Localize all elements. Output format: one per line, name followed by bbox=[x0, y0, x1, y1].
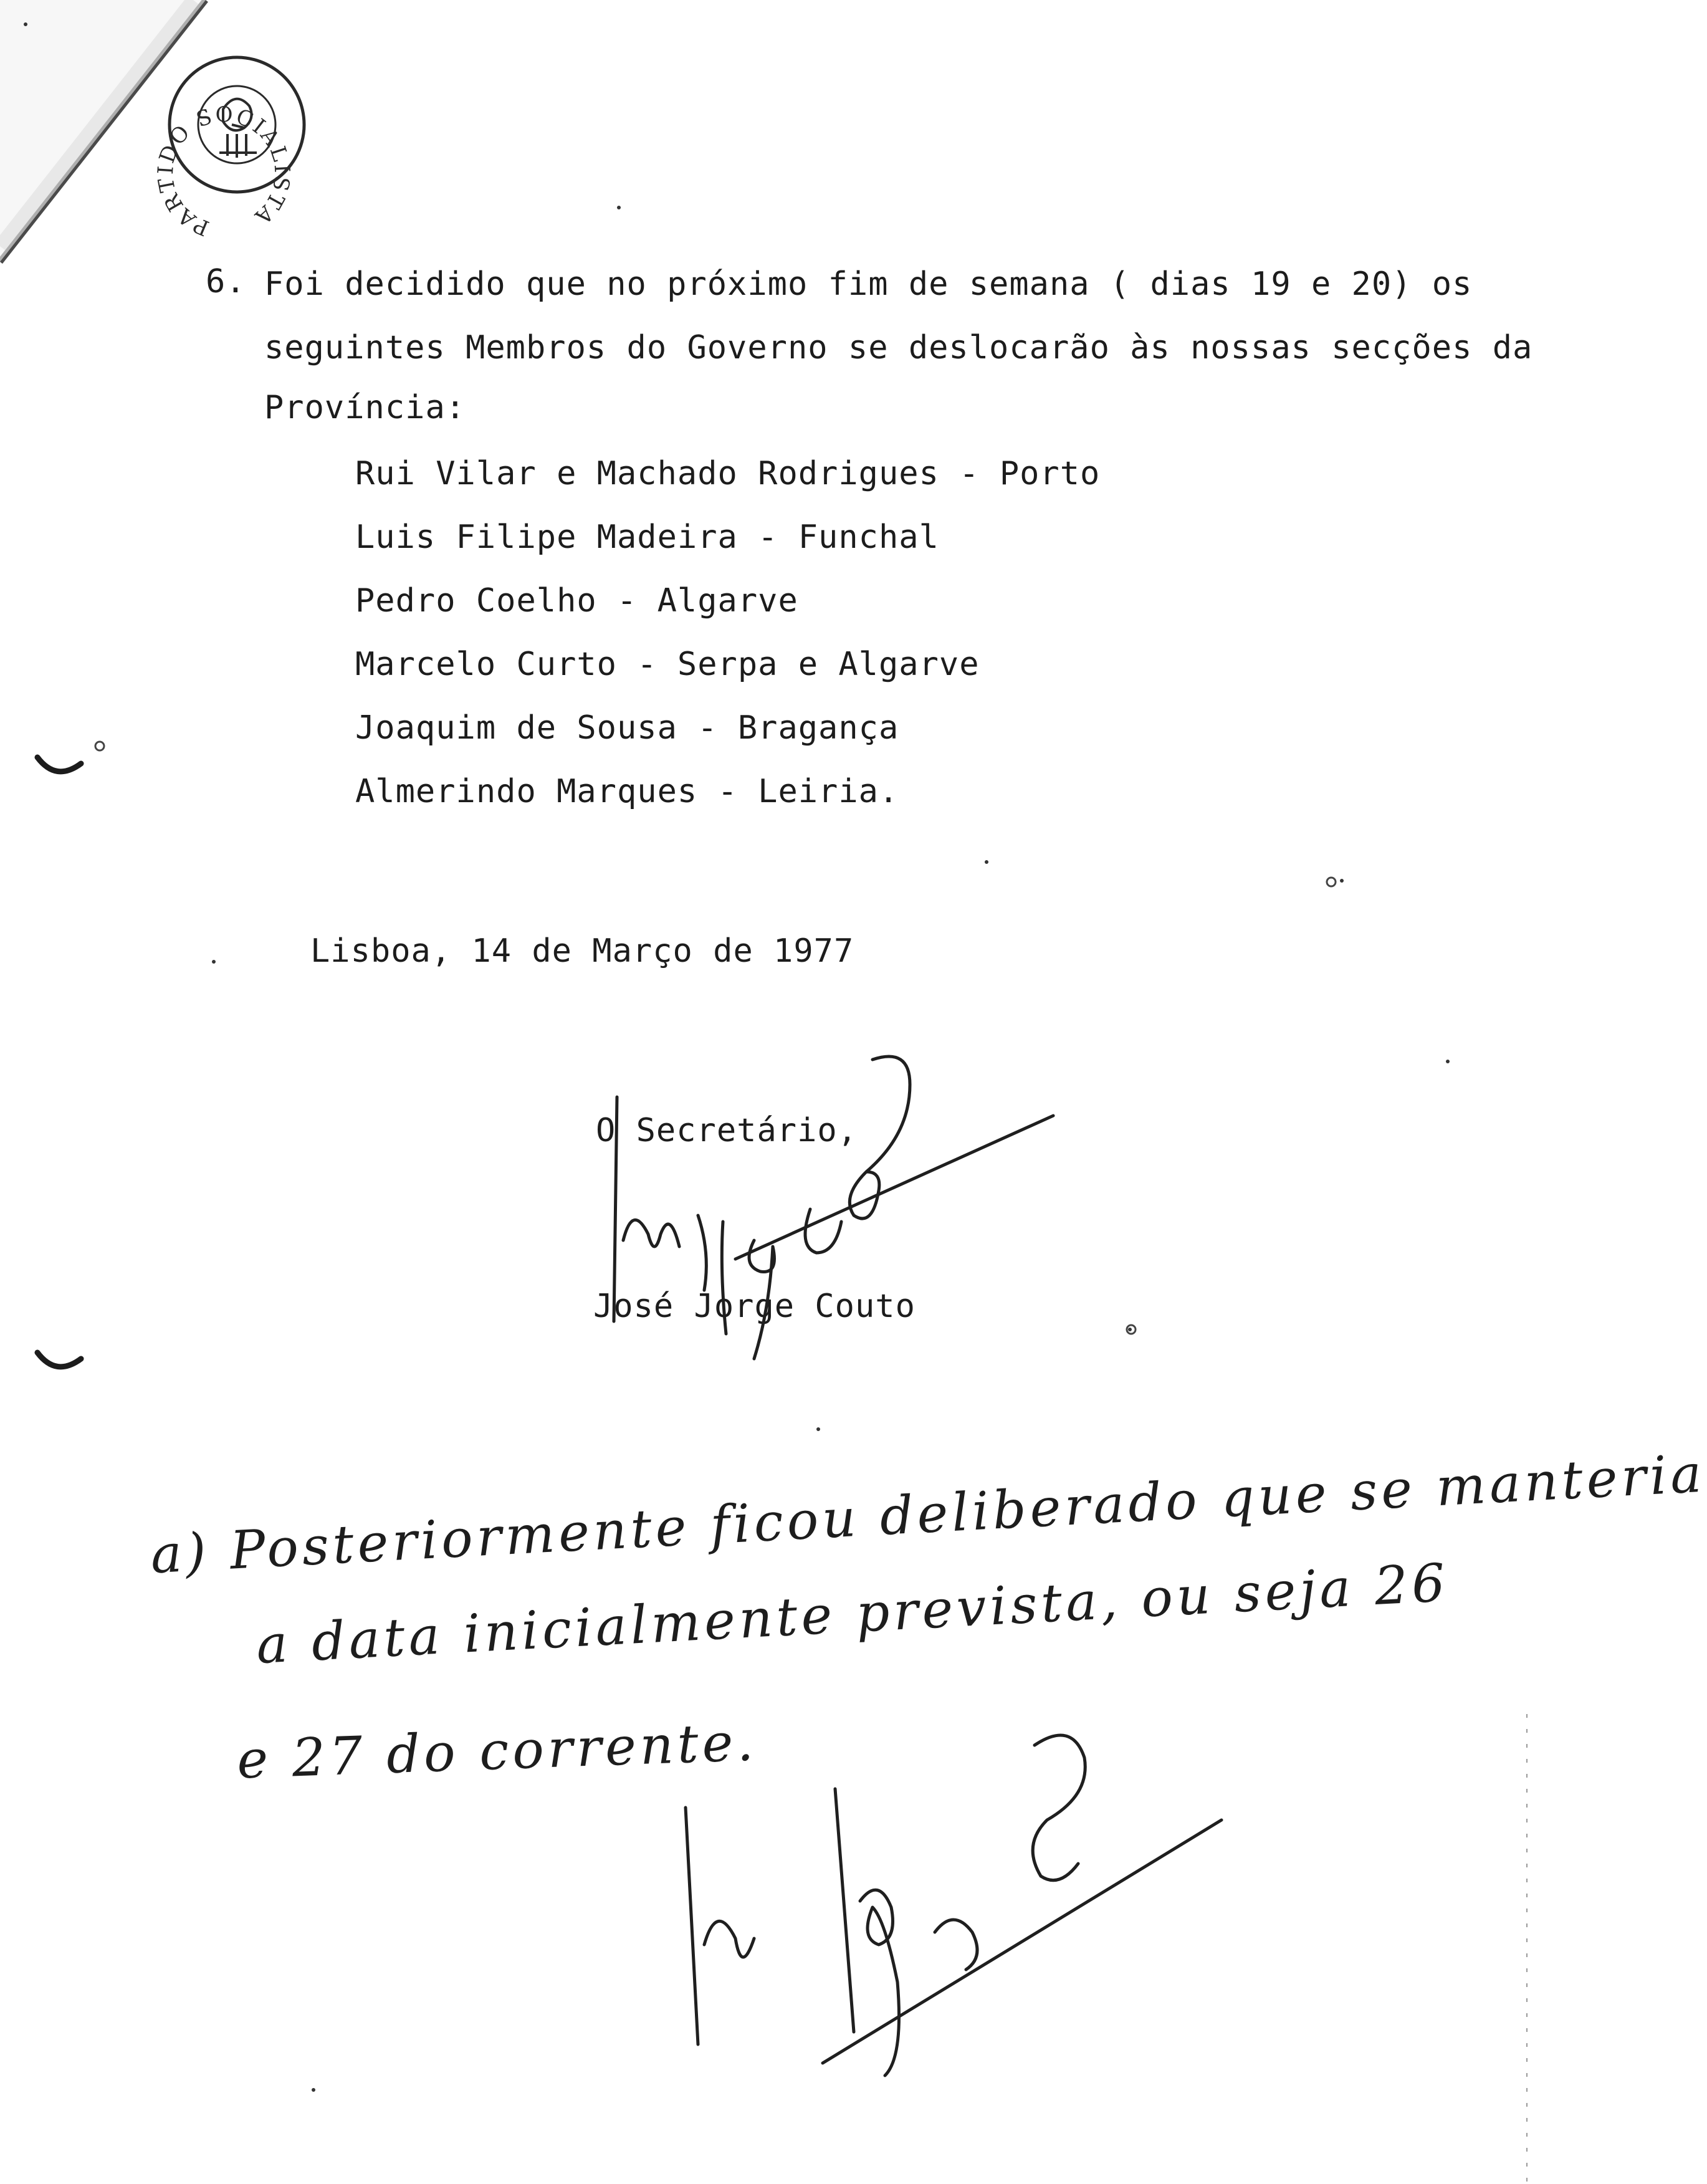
assignment-item: Marcelo Curto - Serpa e Algarve bbox=[355, 646, 980, 683]
decision-line-2: seguintes Membros do Governo se deslocarão às nossas secções da bbox=[264, 329, 1533, 366]
decision-line-3: Província: bbox=[264, 389, 466, 426]
handwritten-note-line-3: e 27 do corrente. bbox=[236, 1711, 758, 1791]
assignment-item: Luis Filipe Madeira - Funchal bbox=[355, 519, 939, 556]
assignment-item: Rui Vilar e Machado Rodrigues - Porto bbox=[355, 455, 1101, 492]
item-number: 6. bbox=[206, 263, 246, 300]
handwritten-note-line-2: a data inicialmente prevista, ou seja 26 bbox=[254, 1551, 1450, 1676]
assignment-item: Almerindo Marques - Leiria. bbox=[355, 773, 899, 810]
svg-text:PARTIDO SOCIALISTA: PARTIDO SOCIALISTA bbox=[153, 102, 295, 241]
place-date: Lisboa, 14 de Março de 1977 bbox=[310, 932, 854, 970]
assignment-item: Pedro Coelho - Algarve bbox=[355, 582, 798, 620]
signature-title: O Secretário, bbox=[596, 1112, 858, 1149]
signature-name: José Jorge Couto bbox=[593, 1288, 916, 1325]
handwritten-note-line-1: a) Posteriormente ficou deliberado que se manteria bbox=[149, 1442, 1707, 1586]
assignment-item: Joaquim de Sousa - Bragança bbox=[355, 709, 899, 747]
decision-line-1: Foi decidido que no próximo fim de semana ( dias 19 e 20) os bbox=[264, 266, 1473, 303]
